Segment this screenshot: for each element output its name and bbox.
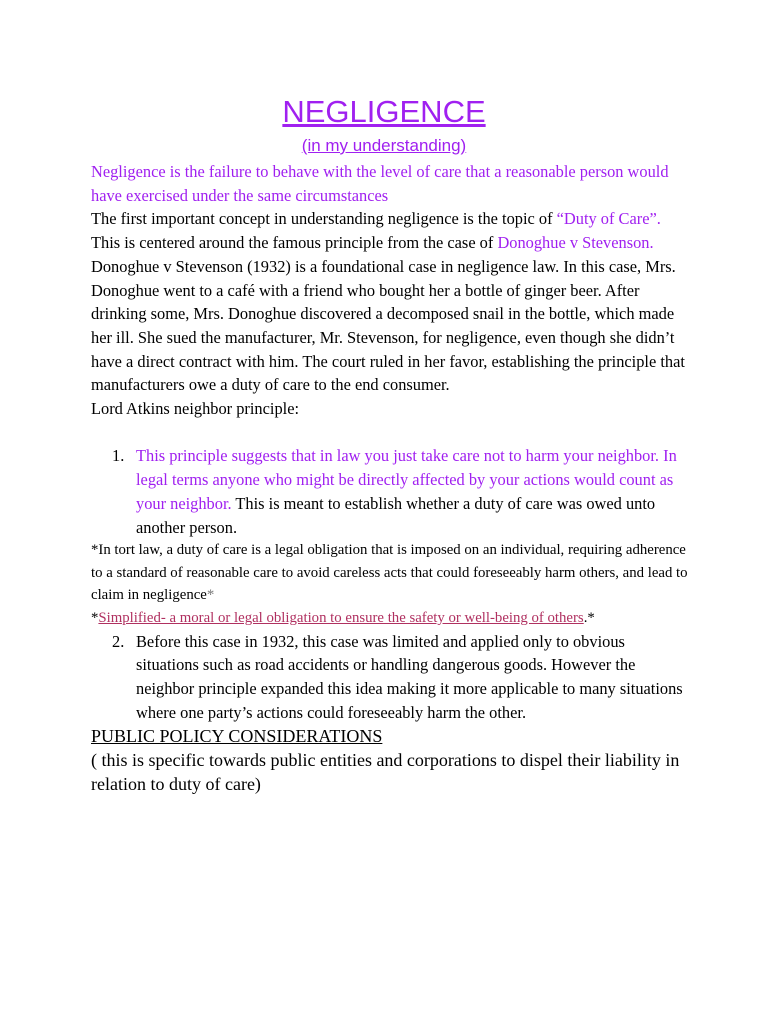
item1-highlight: This principle suggests that in law you just take care not to harm your neighbor. In legal terms anyone who might be directly affected by your actions would count as your neighbor. (136, 446, 677, 513)
item1-text: This is meant to establish whether a duty of care was owed unto another person. (136, 493, 656, 537)
simplified-link[interactable]: Simplified- a moral or legal obligation to ensure the safety or well-being of others (98, 610, 584, 627)
tort-law-note (91, 539, 691, 607)
public-policy-heading: PUBLIC POLICY CONSIDERATIONS (91, 726, 383, 747)
public-policy-note: ( this is specific towards public entities and corporations to dispel their liability in relation to duty of care) (91, 750, 680, 795)
list-number: 2. (112, 631, 125, 651)
duty-intro-middle: This is centered around the famous principle from the case of (91, 233, 498, 253)
document-body (91, 160, 691, 796)
tort-note-text: *In tort law, a duty of care is a legal obligation that is imposed on an individual, requiring adherence to a standard of reasonable care to avoid careless acts that could foreseeably harm others, and lead to claim in negligence (91, 542, 688, 604)
list-item (91, 630, 691, 725)
tort-note-asterisk: * (206, 587, 215, 604)
case-paragraph: Donoghue v Stevenson (1932) is a foundational case in negligence law. In this case, Mrs. Donoghue went to a café with a friend who bought her a bottle of ginger beer. After drinking some, Mrs. Donoghue discovered a decomposed snail in the bottle, which made her ill. She sued the manufacturer, Mr. Stevenson, for negligence, even though she didn’t have a direct contract with him. The court ruled in her favor, establishing the principle that manufacturers owe a duty of care to the end consumer. (91, 256, 685, 395)
neighbor-principle-heading: Lord Atkins neighbor principle: (91, 399, 300, 419)
simplified-note (91, 607, 691, 630)
duty-of-care-term: “Duty of Care”. (556, 209, 661, 229)
document-title: NEGLIGENCE (282, 94, 486, 129)
duty-intro-text: The first important concept in understanding negligence is the topic of (91, 209, 557, 229)
duty-of-care-intro (91, 207, 691, 254)
principle-list (91, 444, 691, 539)
list-item (91, 444, 691, 539)
simplified-prefix: * (91, 610, 99, 627)
item2-text: Before this case in 1932, this case was limited and applied only to obvious situations such as road accidents or handling dangerous goods. However the neighbor principle expanded this idea making it more applicable to many situations where one party’s actions could foreseeably harm the other. (136, 631, 683, 722)
case-name-reference: Donoghue v Stevenson. (497, 233, 654, 253)
blank-line (91, 421, 691, 445)
definition-paragraph: Negligence is the failure to behave with the level of care that a reasonable person would have exercised under the same circumstances (91, 162, 669, 205)
document-subtitle: (in my understanding) (301, 136, 467, 155)
simplified-suffix: .* (583, 610, 595, 627)
principle-list-continued (91, 630, 691, 725)
list-number: 1. (112, 446, 125, 466)
